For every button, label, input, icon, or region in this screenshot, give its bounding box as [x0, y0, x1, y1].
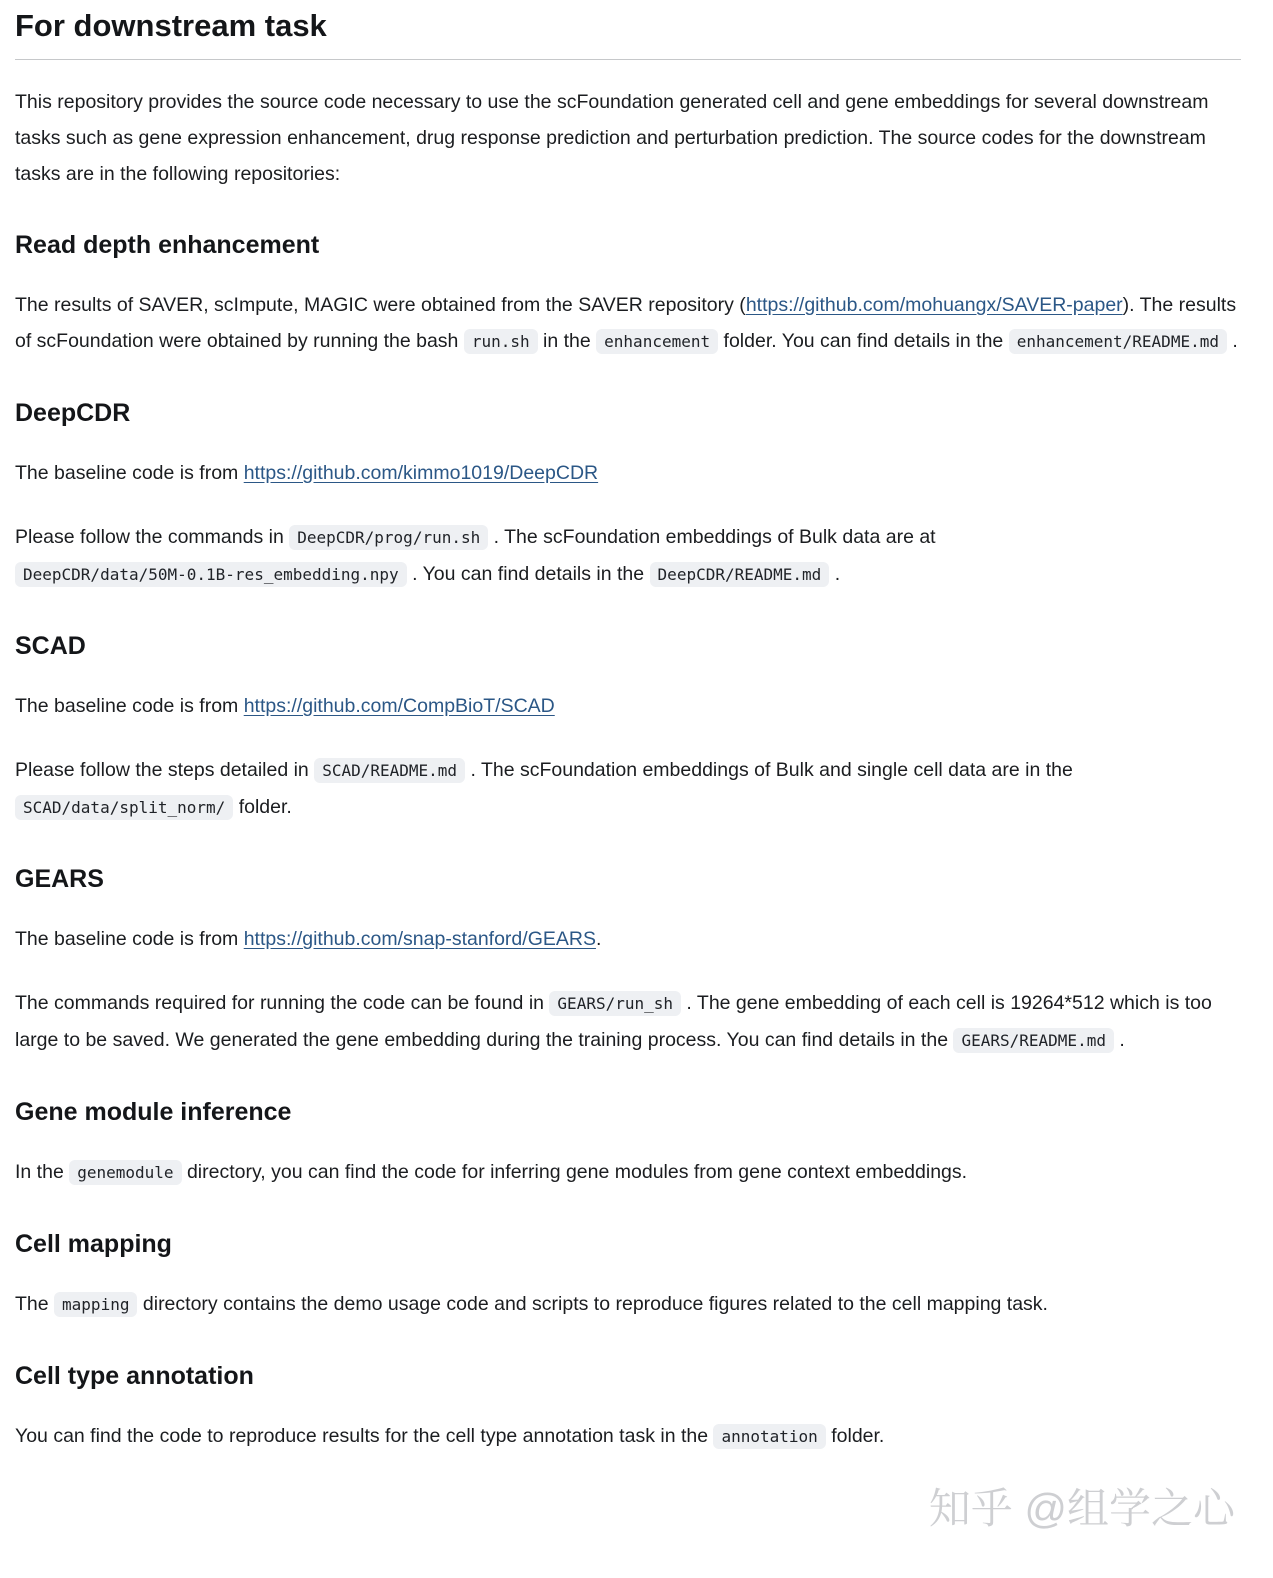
paragraph: [15, 1418, 1241, 1455]
section-heading: DeepCDR: [15, 399, 131, 427]
section-read-depth-enhancement: [15, 229, 1241, 360]
paragraph: [15, 985, 1241, 1059]
section-deepcdr: [15, 397, 1241, 593]
paragraph: [15, 688, 1241, 724]
text-run: Please follow the commands in: [15, 526, 290, 548]
link[interactable]: https://github.com/mohuangx/SAVER-paper: [745, 294, 1123, 316]
paragraph: [15, 1154, 1241, 1191]
section-heading: Gene module inference: [15, 1098, 292, 1126]
paragraph: [15, 1286, 1241, 1323]
paragraph: [15, 921, 1241, 957]
text-run: . The scFoundation embeddings of Bulk and single cell data are in the: [465, 759, 1073, 781]
text-run: The baseline code is from: [15, 695, 244, 717]
section-heading: SCAD: [15, 632, 86, 660]
intro-paragraph: [15, 84, 1241, 192]
section-heading: Cell type annotation: [15, 1362, 254, 1390]
link[interactable]: https://github.com/snap-stanford/GEARS: [243, 928, 596, 950]
paragraph: [15, 455, 1241, 491]
text-run: The baseline code is from: [15, 928, 244, 950]
inline-code: DeepCDR/prog/run.sh: [289, 525, 488, 550]
text-run: You can find the code to reproduce results for the cell type annotation task in the: [15, 1425, 714, 1447]
section-scad: [15, 630, 1241, 826]
inline-code: mapping: [54, 1292, 137, 1317]
text-run: in the: [537, 330, 597, 352]
inline-code: DeepCDR/README.md: [650, 562, 830, 587]
text-run: The: [15, 1293, 55, 1315]
text-run: folder.: [825, 1425, 885, 1447]
section-gears: [15, 863, 1241, 1059]
section-heading: Read depth enhancement: [15, 231, 320, 259]
link[interactable]: https://github.com/CompBioT/SCAD: [243, 695, 555, 717]
paragraph: [15, 752, 1241, 826]
inline-code: enhancement: [596, 329, 718, 354]
inline-code: run.sh: [464, 329, 538, 354]
text-run: directory, you can find the code for inferring gene modules from gene context embeddings.: [181, 1161, 968, 1183]
inline-code: GEARS/run_sh: [549, 991, 681, 1016]
inline-code: annotation: [713, 1424, 825, 1449]
text-run: Please follow the steps detailed in: [15, 759, 315, 781]
inline-code: GEARS/README.md: [953, 1028, 1114, 1053]
text-run: .: [1226, 330, 1238, 352]
section-cell-type-annotation: [15, 1360, 1241, 1455]
text-run: . The gene embedding of each cell is 19264*512 which is too large to be saved. We generated the gene embedding during the training process. You can find details in the: [15, 992, 1212, 1051]
inline-code: SCAD/data/split_norm/: [15, 795, 233, 820]
text-run: folder.: [233, 796, 292, 818]
text-run: The baseline code is from: [15, 462, 244, 484]
inline-code: DeepCDR/data/50M-0.1B-res_embedding.npy: [15, 562, 407, 587]
text-run: The results of SAVER, scImpute, MAGIC were obtained from the SAVER repository (: [15, 294, 746, 316]
section-heading: Cell mapping: [15, 1230, 172, 1258]
page-title: For downstream task: [15, 6, 1241, 60]
paragraph: [15, 519, 1241, 593]
text-run: .: [1113, 1029, 1125, 1051]
watermark: 知乎 @组学之心: [928, 1485, 1235, 1532]
section-heading: GEARS: [15, 865, 104, 893]
paragraph: [15, 287, 1241, 360]
text-run: The commands required for running the code can be found in: [15, 992, 550, 1014]
inline-code: enhancement/README.md: [1009, 329, 1227, 354]
section-cell-mapping: [15, 1228, 1241, 1323]
text-run: . The scFoundation embeddings of Bulk data are at: [488, 526, 936, 548]
text-run: folder. You can find details in the: [718, 330, 1009, 352]
text-run: .: [829, 563, 841, 585]
inline-code: SCAD/README.md: [314, 758, 465, 783]
text-run: .: [595, 928, 602, 950]
text-run: ). The results of scFoundation were obtained by running the bash: [15, 294, 1237, 352]
link[interactable]: https://github.com/kimmo1019/DeepCDR: [243, 462, 599, 484]
text-run: This repository provides the source code necessary to use the scFoundation generated cell and gene embeddings for several downstream tasks such as gene expression enhancement, drug response prediction and perturbation prediction. The source codes for the downstream tasks are in the following repositories:: [15, 91, 1209, 185]
text-run: In the: [15, 1161, 70, 1183]
text-run: . You can find details in the: [406, 563, 650, 585]
text-run: directory contains the demo usage code and scripts to reproduce figures related to the cell mapping task.: [137, 1293, 1048, 1315]
inline-code: genemodule: [69, 1160, 181, 1185]
section-gene-module-inference: [15, 1096, 1241, 1191]
